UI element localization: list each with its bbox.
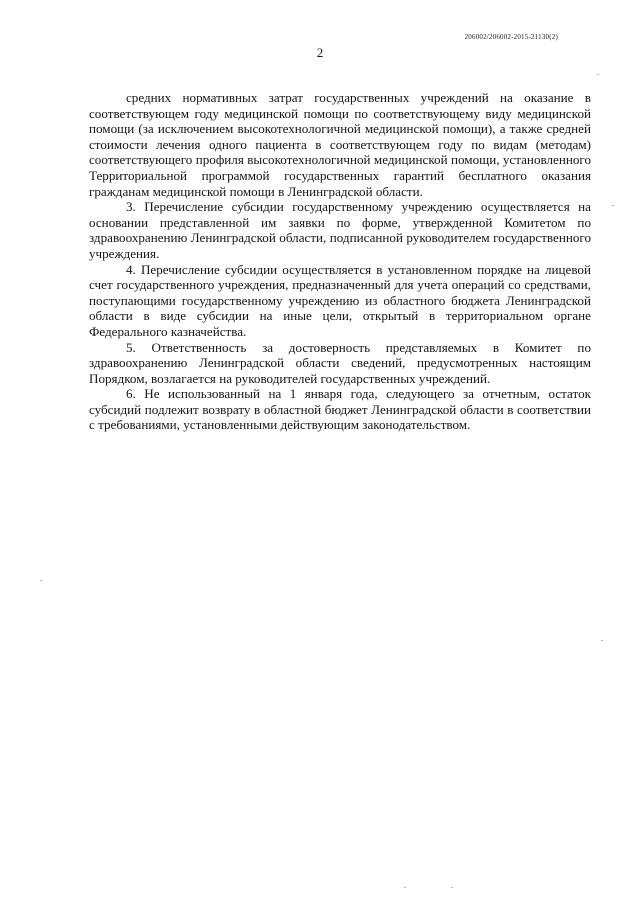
scan-speck: [612, 205, 614, 206]
page-number: 2: [316, 45, 324, 60]
scan-speck: [404, 887, 406, 888]
paragraph-continuation: средних нормативных затрат государственных учреждений на оказание в соответствующем году медицинской помощи по соответствующему виду медицинской помощи (за исключением высокотехнологичной медицинской помощи), а также средней стоимости лечения одного пациента в соответствующем году по видам (методам) соответствующего профиля высокотехнологичной медицинской помощи, установленного Территориальной программой государственных гарантий бесплатного оказания гражданам медицинской помощи в Ленинградской области.: [89, 90, 591, 199]
paragraph-6: 6. Не использованный на 1 января года, следующего за отчетным, остаток субсидий подлежит возврату в областной бюджет Ленинградской области в соответствии с требованиями, установленными действующим законодательством.: [89, 386, 591, 433]
document-body: [89, 90, 591, 433]
paragraph-5: 5. Ответственность за достоверность представляемых в Комитет по здравоохранению Ленинградской области сведений, предусмотренных настоящим Порядком, возлагается на руководителей государственных учреждений.: [89, 339, 591, 386]
scan-speck: [40, 580, 42, 581]
scan-speck: [597, 74, 599, 75]
scan-speck: [601, 640, 603, 641]
scan-speck: [451, 887, 453, 888]
paragraph-3: 3. Перечисление субсидии государственному учреждению осуществляется на основании представленной им заявки по форме, утвержденной Комитетом по здравоохранению Ленинградской области, подписанной руководителем государственного учреждения.: [89, 199, 591, 261]
paragraph-4: 4. Перечисление субсидии осуществляется в установленном порядке на лицевой счет государственного учреждения, предназначенный для учета операций со средствами, поступающими государственному учреждению из областного бюджета Ленинградской области в виде субсидии на иные цели, открытый в территориальном органе Федерального казначейства.: [89, 261, 591, 339]
document-code: 206002/206002-2015-21130(2): [464, 33, 558, 41]
